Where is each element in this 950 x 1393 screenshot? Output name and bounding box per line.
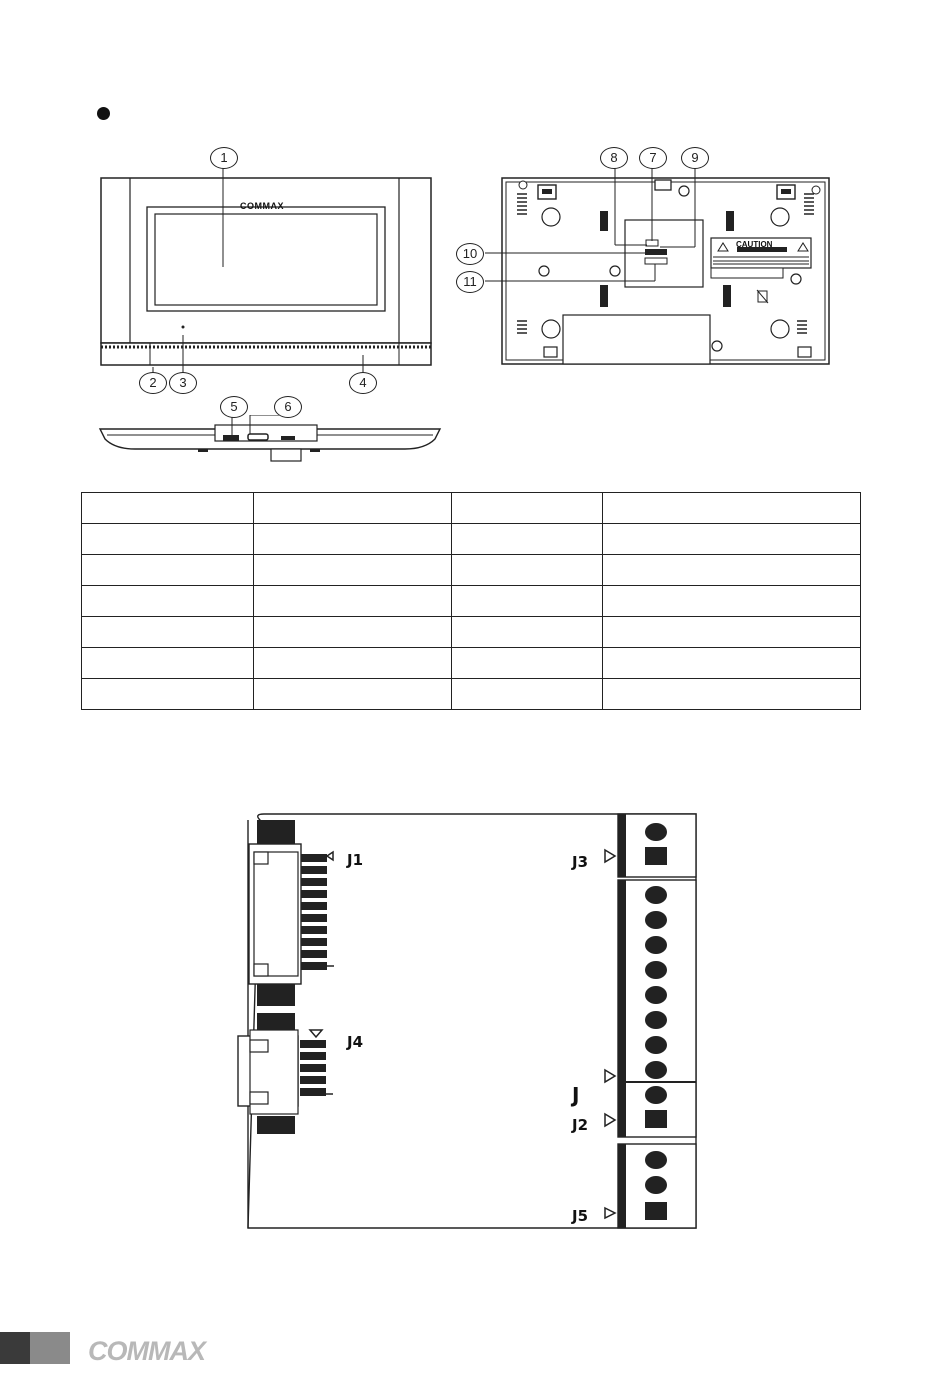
table-cell	[82, 617, 254, 648]
table-row	[82, 555, 861, 586]
table-cell	[82, 648, 254, 679]
parts-table	[81, 492, 861, 710]
connector-board-diagram	[230, 808, 710, 1238]
table-cell	[254, 524, 452, 555]
table-cell	[603, 524, 861, 555]
table-cell	[254, 679, 452, 710]
table-cell	[603, 617, 861, 648]
table-cell	[452, 555, 603, 586]
connector-label-j: J	[572, 1083, 580, 1107]
monitor-back-view	[455, 145, 840, 375]
table-cell	[82, 555, 254, 586]
table-cell	[82, 493, 254, 524]
section-bullet	[97, 107, 110, 120]
table-cell	[452, 524, 603, 555]
device-logo: COMMAX	[240, 201, 284, 211]
callout-2: 2	[139, 372, 167, 394]
table-cell	[82, 586, 254, 617]
monitor-front-view	[95, 145, 450, 395]
table-cell	[254, 617, 452, 648]
caution-label: CAUTION	[736, 240, 773, 249]
table-row	[82, 648, 861, 679]
table-row	[82, 586, 861, 617]
callout-9: 9	[681, 147, 709, 169]
table-cell	[452, 617, 603, 648]
callout-5: 5	[220, 396, 248, 418]
table-cell	[603, 648, 861, 679]
callout-11: 11	[456, 271, 484, 293]
table-cell	[452, 648, 603, 679]
table-cell	[452, 586, 603, 617]
table-cell	[254, 493, 452, 524]
table-cell	[603, 493, 861, 524]
connector-label-j5: J5	[572, 1207, 589, 1225]
callout-7: 7	[639, 147, 667, 169]
connector-label-j1: J1	[347, 851, 364, 869]
table-cell	[452, 679, 603, 710]
callout-8: 8	[600, 147, 628, 169]
callout-10: 10	[456, 243, 484, 265]
callout-1: 1	[210, 147, 238, 169]
table-row	[82, 679, 861, 710]
monitor-bottom-view	[95, 415, 450, 465]
connector-label-j3: J3	[572, 853, 589, 871]
table-cell	[254, 648, 452, 679]
table-row	[82, 524, 861, 555]
callout-6: 6	[274, 396, 302, 418]
connector-label-j4: J4	[347, 1033, 364, 1051]
table-cell	[254, 586, 452, 617]
table-cell	[82, 524, 254, 555]
table-cell	[603, 555, 861, 586]
footer-bar-dark	[0, 1332, 30, 1364]
connector-label-j2: J2	[572, 1116, 589, 1134]
callout-3: 3	[169, 372, 197, 394]
footer-bar-grey	[30, 1332, 70, 1364]
callout-4: 4	[349, 372, 377, 394]
table-cell	[82, 679, 254, 710]
table-cell	[452, 493, 603, 524]
table-cell	[603, 679, 861, 710]
table-row	[82, 617, 861, 648]
table-cell	[603, 586, 861, 617]
footer-logo: COMMAX	[88, 1336, 205, 1366]
table-cell	[254, 555, 452, 586]
table-row	[82, 493, 861, 524]
